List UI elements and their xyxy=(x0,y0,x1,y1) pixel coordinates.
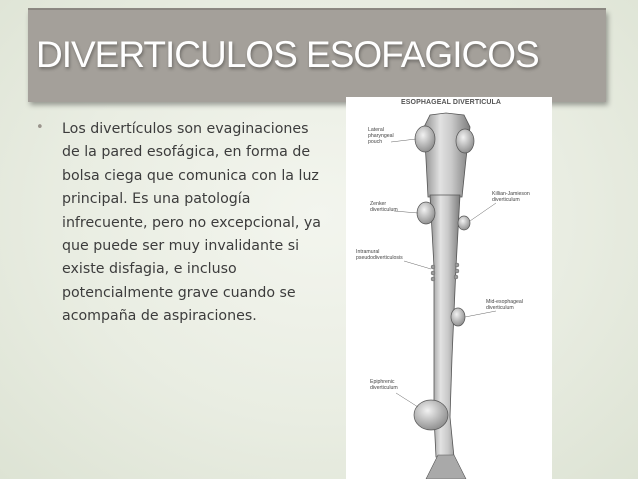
label-zenker-diverticulum: Zenker diverticulum xyxy=(370,201,398,213)
bullet-icon: • xyxy=(36,120,44,135)
label-intramural-pseudodiverticulosis: Intramural pseudodiverticulosis xyxy=(356,249,403,261)
label-lateral-pharyngeal-pouch: Lateral pharyngeal pouch xyxy=(368,127,394,145)
label-killian-jamieson-diverticulum: Killian-Jamieson diverticulum xyxy=(492,191,530,203)
label-mid-esophageal-diverticulum: Mid-esophageal diverticulum xyxy=(486,299,523,311)
label-epiphrenic-diverticulum: Epiphrenic diverticulum xyxy=(370,379,398,391)
figure-title: ESOPHAGEAL DIVERTICULA xyxy=(401,99,502,106)
esophageal-diverticula-illustration xyxy=(346,97,552,479)
esophagus-drawing xyxy=(346,97,552,479)
slide-title: DIVERTICULOS ESOFAGICOS xyxy=(36,34,539,75)
bullet-text: Los divertículos son evaginaciones de la pared esofágica, en forma de bolsa ciega que comunica con la luz principal. Es una patología infrecuente, pero no excepcional, ya que puede ser muy invalidante si existe disfagia, e incluso potencialmente grave cuando se acompaña de aspiraciones. xyxy=(62,121,321,325)
